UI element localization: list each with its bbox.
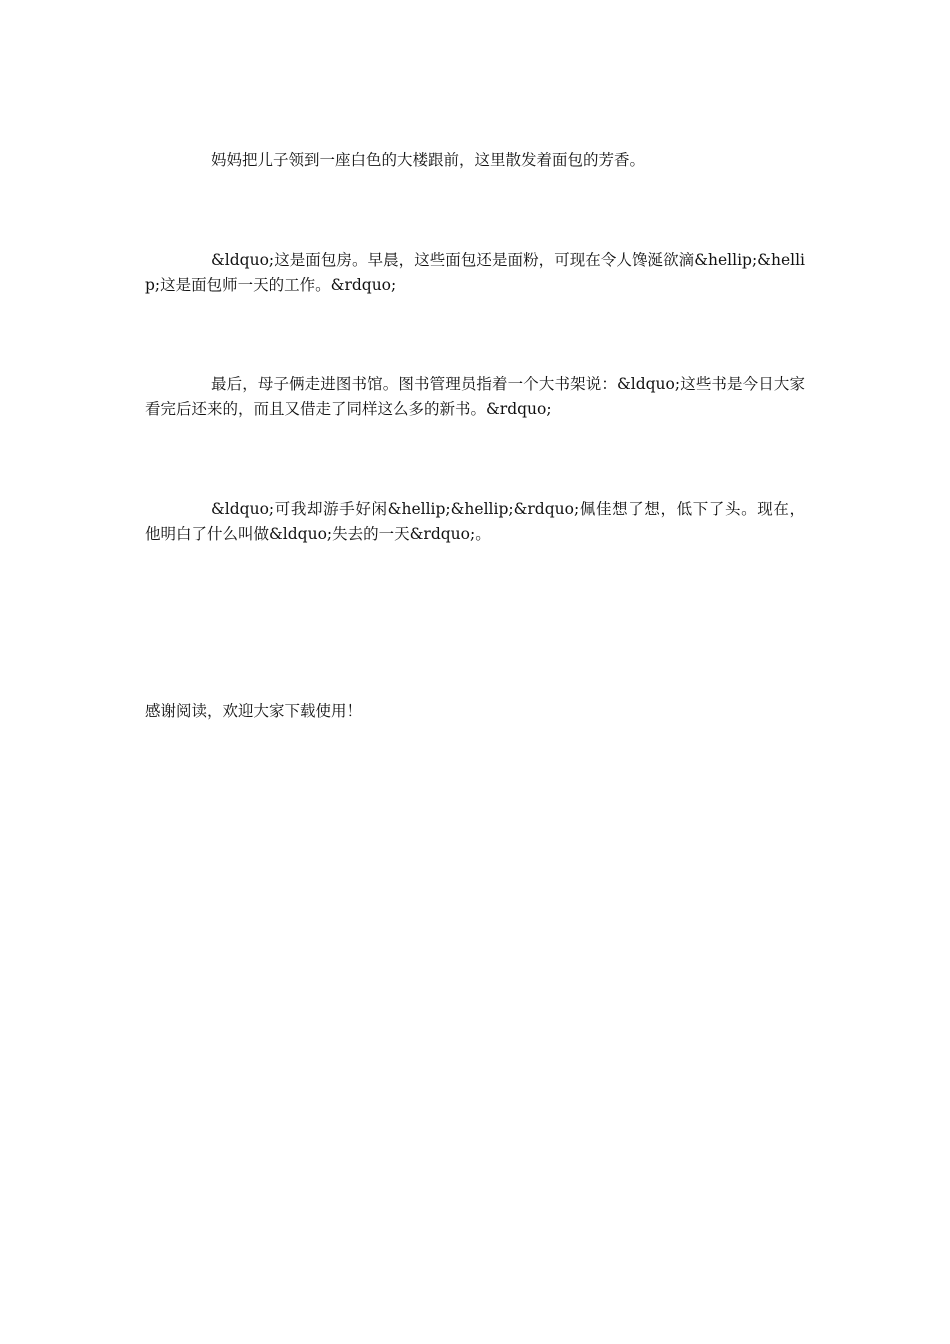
paragraph-bakery-quote: &ldquo;这是面包房。早晨，这些面包还是面粉，可现在令人馋涎欲滴&hellip;&hellip;这是面包师一天的工作。&rdquo; [145,251,805,294]
paragraph-bakery-intro: 妈妈把儿子领到一座白色的大楼跟前，这里散发着面包的芳香。 [211,151,646,169]
paragraph-conclusion: &ldquo;可我却游手好闲&hellip;&hellip;&rdquo;佩佳想了想，低下了头。现在，他明白了什么叫做&ldquo;失去的一天&rdquo;。 [145,500,805,543]
closing-note: 感谢阅读，欢迎大家下载使用！ [145,702,363,720]
paragraph-library: 最后，母子俩走进图书馆。图书管理员指着一个大书架说：&ldquo;这些书是今日大家看完后还来的，而且又借走了同样这么多的新书。&rdquo; [145,375,805,418]
